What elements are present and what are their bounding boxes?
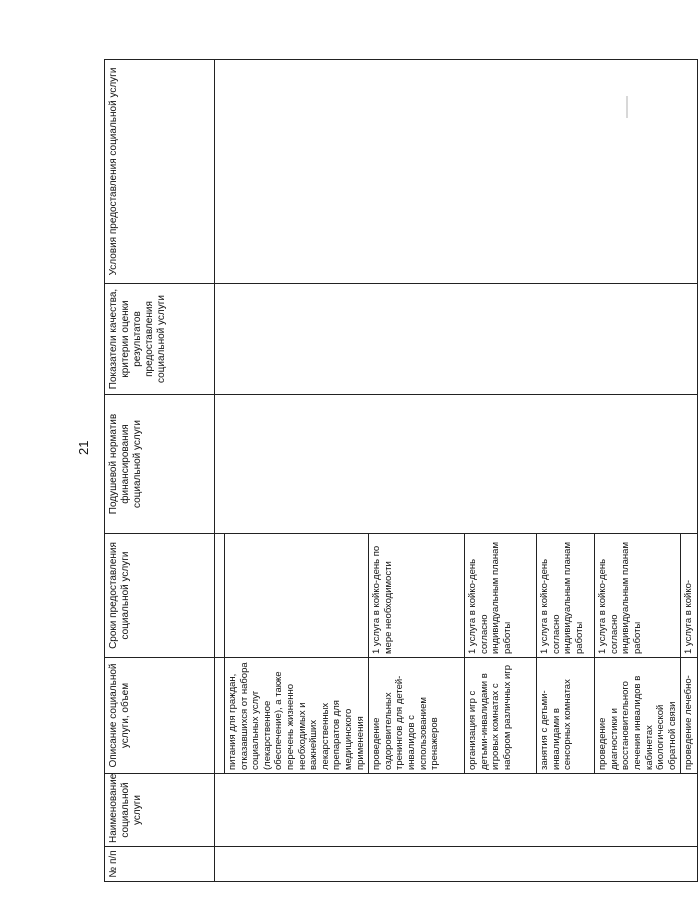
description-cell: занятия с детьми-инвалидами в сенсорных комнатах xyxy=(537,658,595,774)
term-cell: 1 услуга в койко-день согласно индивидуальным планам работы xyxy=(537,534,595,658)
description-cell-spacer xyxy=(215,658,225,774)
term-cell xyxy=(225,534,369,658)
header-service-name: Наименование социальной услуги xyxy=(105,774,215,847)
header-row xyxy=(105,60,215,882)
term-cell-spacer xyxy=(215,534,225,658)
term-cell: 1 услуга в койко- xyxy=(681,534,698,658)
services-table xyxy=(104,59,698,882)
description-cell: проведение диагностики и восстановительного лечения инвалидов в кабинетах биологической обратной связи xyxy=(595,658,681,774)
header-terms: Сроки предоставления социальной услуги xyxy=(105,534,215,658)
term-cell: 1 услуга в койко-день согласно индивидуальным планам работы xyxy=(595,534,681,658)
description-cell: питания для граждан, отказавшихся от набора социальных услуг (лекарственное обеспечение), а также перечень жизненно необходимых и важнейших лекарственных препаратов для медицинского применения xyxy=(225,658,369,774)
rotated-table-container xyxy=(104,60,695,882)
spacer-row xyxy=(215,60,225,882)
description-cell: проведение оздоровительных тренингов для детей-инвалидов с использованием тренажеров xyxy=(369,658,465,774)
header-description: Описание социальной услуги, объем xyxy=(105,658,215,774)
header-number: № п/п xyxy=(105,847,215,882)
conditions-cell xyxy=(215,60,698,284)
header-quality: Показатели качества, критерии оценки результатов предоставления социальной услуги xyxy=(105,284,215,395)
page-number: 21 xyxy=(76,440,91,455)
financing-cell xyxy=(215,395,698,534)
header-conditions: Условия предоставления социальной услуги xyxy=(105,60,215,284)
description-cell: организация игр с детьми-инвалидами в игровых комнатах с набором различных игр xyxy=(465,658,537,774)
quality-cell xyxy=(215,284,698,395)
term-cell: 1 услуга в койко-день по мере необходимости xyxy=(369,534,465,658)
term-cell: 1 услуга в койко-день согласно индивидуальным планам работы xyxy=(465,534,537,658)
number-cell xyxy=(215,847,698,882)
header-financing: Подушевой норматив финансирования социальной услуги xyxy=(105,395,215,534)
service-name-cell xyxy=(215,774,698,847)
description-cell: проведение лечебно- xyxy=(681,658,698,774)
